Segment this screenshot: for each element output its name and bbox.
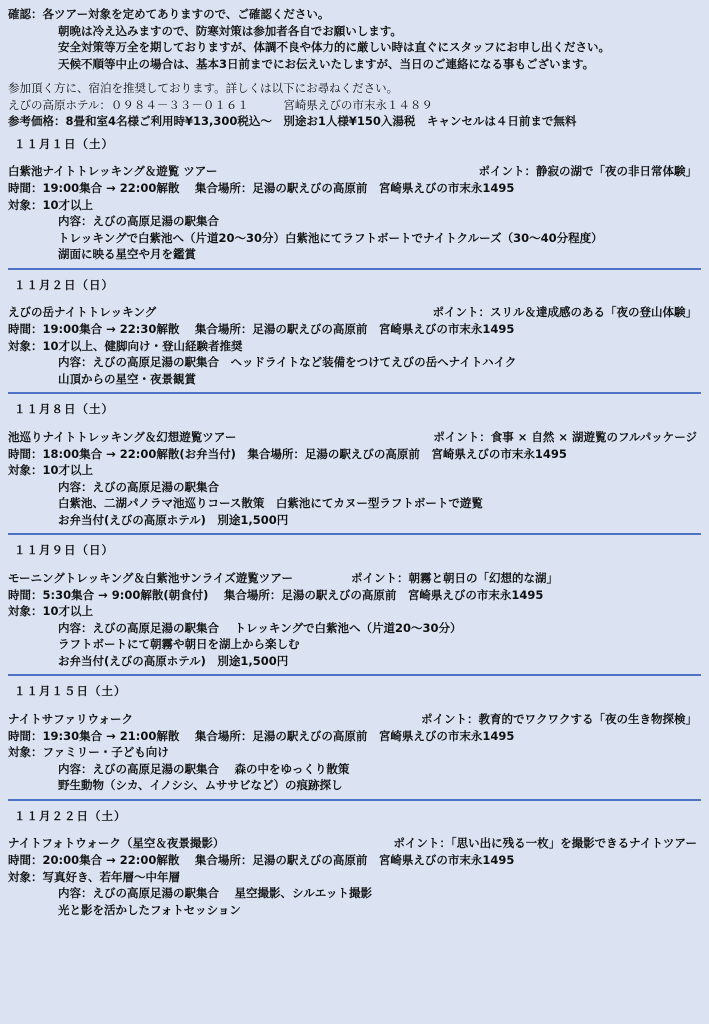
tour-target: 対象：10才以上、健脚向け・登山経験者推奨 — [8, 338, 243, 353]
tour-time: 時間：19:00集合 → 22:00解散 集合場所：足湯の駅えびの高原前 宮崎県えびの市末永1495 — [8, 181, 515, 195]
tour-detail: 内容：えびの高原足湯の駅集合 星空撮影、シルエット撮影 — [58, 886, 372, 900]
tour-section — [8, 136, 701, 270]
tour-point: ポイント：スリル＆達成感のある「夜の登山体験」 — [432, 305, 697, 319]
notice-line: 天候不順等中止の場合は、基本3日前までにお伝えいたしますが、当日のご連絡になる事もございます。 — [58, 56, 595, 71]
tour-title: ナイトサファリウォーク — [8, 711, 134, 726]
tour-section — [8, 401, 701, 535]
tour-time: 時間：19:30集合 → 21:00解散 集合場所：足湯の駅えびの高原前 宮崎県えびの市末永1495 — [8, 728, 515, 743]
tour-target: 対象：ファミリー・子ども向け — [8, 745, 169, 759]
tour-time: 時間：19:00集合 → 22:30解散 集合場所：足湯の駅えびの高原前 宮崎県えびの市末永1495 — [8, 322, 515, 336]
notice-block — [8, 6, 701, 72]
tour-detail: 山頂からの星空・夜景観賞 — [58, 371, 196, 386]
section-divider — [8, 674, 701, 676]
tour-detail: 内容：えびの高原足湯の駅集合 — [58, 214, 219, 228]
tour-point: ポイント：食事 × 自然 × 湖遊覧のフルパッケージ — [433, 429, 697, 444]
tour-section — [8, 808, 701, 919]
tour-title-row — [8, 429, 701, 446]
tour-title-row — [8, 711, 701, 728]
tour-title: ナイトフォトウォーク（星空＆夜景撮影） — [8, 836, 225, 850]
tour-title-row — [8, 304, 701, 321]
tour-point: ポイント：静寂の湖で「夜の非日常体験」 — [478, 164, 697, 178]
tour-title-row — [8, 835, 701, 852]
tour-time: 時間：5:30集合 → 9:00解散(朝食付) 集合場所：足湯の駅えびの高原前 宮崎県えびの市末永1495 — [8, 587, 544, 602]
tour-detail: 内容：えびの高原足湯の駅集合 ヘッドライトなど装備をつけてえびの岳へナイトハイク — [58, 355, 517, 369]
section-divider — [8, 268, 701, 270]
tour-date: １１月２日（日） — [14, 277, 114, 292]
tour-point: ポイント：教育的でワクワクする「夜の生き物探検」 — [421, 711, 697, 726]
notice-line: 確認：各ツアー対象を定めてありますので、ご確認ください。 — [8, 7, 330, 21]
tour-section — [8, 542, 701, 676]
tour-date: １１月１日（土） — [14, 136, 114, 151]
tour-detail: トレッキングで白紫池へ（片道20～30分）白紫池にてラフトボートでナイトクルーズ（30～40分程度） — [58, 230, 603, 245]
tour-detail: 湖面に映る星空や月を鑑賞 — [58, 247, 196, 261]
tour-target: 対象：10才以上 — [8, 463, 94, 477]
notice-line: 朝晩は冷え込みますので、防寒対策は参加者各自でお願いします。 — [58, 23, 402, 38]
tour-detail: 白紫池、二湖パノラマ池巡りコース散策 白紫池にてカヌー型ラフトボートで遊覧 — [58, 496, 483, 510]
tour-time: 時間：18:00集合 → 22:00解散(お弁当付) 集合場所：足湯の駅えびの高原前 宮崎県えびの市末永1495 — [8, 446, 567, 461]
accommodation-block — [8, 80, 701, 130]
tour-section — [8, 683, 701, 801]
tour-detail: 光と影を活かしたフォトセッション — [58, 902, 241, 917]
hotel-contact-line: えびの高原ホテル：０９８４－３３－０１６１ 宮崎県えびの市末永１４８９ — [8, 97, 433, 112]
tour-title-row — [8, 163, 701, 180]
section-divider — [8, 392, 701, 394]
tour-title: 白紫池ナイトトレッキング＆遊覧 ツアー — [8, 164, 218, 178]
tour-point: ポイント：「思い出に残る一枚」を撮影できるナイトツアー — [393, 836, 697, 850]
notice-line: 安全対策等万全を期しておりますが、体調不良や体力的に厳しい時は直ぐにスタッフにお申し出ください。 — [58, 40, 610, 54]
section-divider — [8, 533, 701, 535]
tour-detail: お弁当付(えびの高原ホテル) 別途1,500円 — [58, 512, 289, 527]
tour-title: 池巡りナイトトレッキング＆幻想遊覧ツアー — [8, 429, 237, 444]
tour-point: ポイント：朝霧と朝日の「幻想的な湖」 — [350, 570, 558, 585]
tour-title-row — [8, 570, 701, 587]
tour-date: １１月９日（日） — [14, 543, 114, 557]
tour-target: 対象：10才以上 — [8, 604, 94, 618]
tour-time: 時間：20:00集合 → 22:00解散 集合場所：足湯の駅えびの高原前 宮崎県えびの市末永1495 — [8, 853, 515, 867]
tour-detail: 内容：えびの高原足湯の駅集合 森の中をゆっくり散策 — [58, 761, 350, 776]
tour-date: １１月２２日（土） — [14, 808, 127, 823]
price-line: 参考価格：8畳和室4名様ご利用時¥13,300税込～ 別途お1人様¥150入湯税 キャンセルは４日前まで無料 — [8, 114, 577, 128]
tour-detail: お弁当付(えびの高原ホテル) 別途1,500円 — [58, 653, 289, 668]
tour-date: １１月８日（土） — [14, 402, 114, 416]
tour-detail: ラフトボートにて朝霧や朝日を湖上から楽しむ — [58, 637, 300, 651]
tour-detail: 野生動物（シカ、イノシシ、ムササビなど）の痕跡探し — [58, 778, 343, 792]
tour-detail: 内容：えびの高原足湯の駅集合 — [58, 479, 219, 494]
accommodation-line: 参加頂く方に、宿泊を推奨しております。詳しくは以下にお尋ねください。 — [8, 81, 399, 95]
tour-detail: 内容：えびの高原足湯の駅集合 トレッキングで白紫池へ（片道20～30分） — [58, 620, 462, 635]
tour-date: １１月１５日（土） — [14, 684, 127, 698]
tour-title: えびの岳ナイトトレッキング — [8, 305, 157, 319]
section-divider — [8, 799, 701, 801]
tour-target: 対象：10才以上 — [8, 197, 94, 212]
tour-section — [8, 277, 701, 395]
tour-target: 対象：写真好き、若年層～中年層 — [8, 869, 181, 884]
tour-title: モーニングトレッキング＆白紫池サンライズ遊覧ツアー — [8, 570, 293, 585]
